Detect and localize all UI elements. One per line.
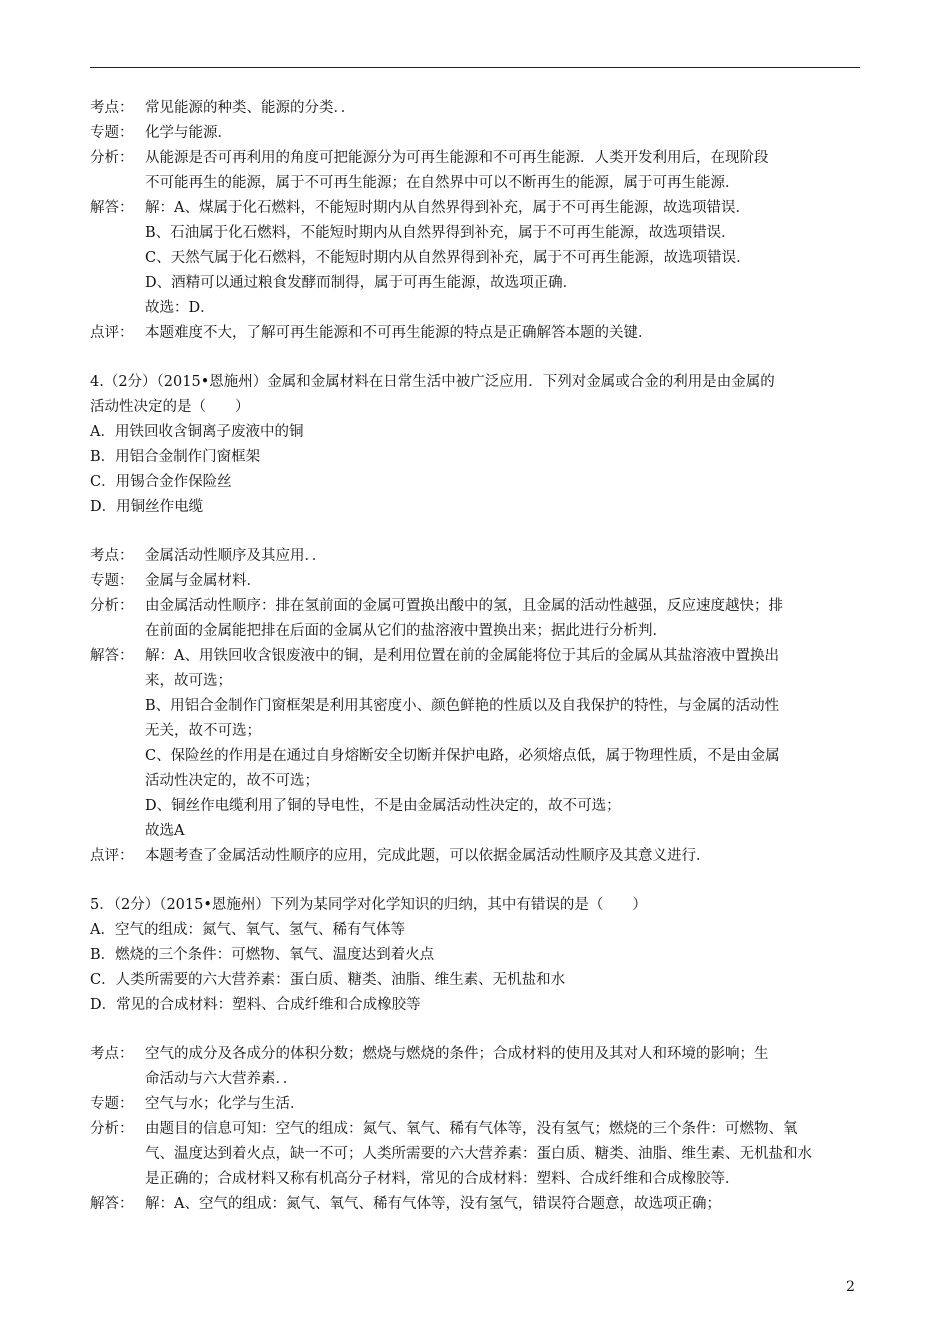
text-line: 金属与金属材料． [145, 573, 261, 589]
text-line: 故选：D． [145, 300, 215, 316]
option-b: B．燃烧的三个条件：可燃物、氧气、温度达到着火点 [90, 947, 435, 963]
q3-dianping [90, 321, 860, 346]
question-stem: 5．（2分）（2015•恩施州）下列为某同学对化学知识的归纳，其中有错误的是（ ） [90, 897, 647, 913]
q3-fenxi [90, 146, 860, 196]
q4-fenxi [90, 594, 860, 644]
q5-fenxi [90, 1117, 860, 1192]
section-label: 解答： [90, 648, 134, 664]
section-label: 专题： [90, 125, 134, 141]
option-c: C．人类所需要的六大营养素：蛋白质、糖类、油脂、维生素、无机盐和水 [90, 972, 566, 988]
text-line: 化学与能源． [145, 125, 232, 141]
section-label: 点评： [90, 325, 134, 341]
q3-jieda [90, 196, 860, 321]
text-line: 气、温度达到着火点，缺一不可；人类所需要的六大营养素：蛋白质、糖类、油脂、维生素、无机盐和水 [145, 1146, 812, 1162]
text-line: 由题目的信息可知：空气的组成：氮气、氧气、稀有气体等，没有氢气；燃烧的三个条件：可燃物、氧 [145, 1121, 798, 1137]
section-label: 解答： [90, 200, 134, 216]
section-label: 考点： [90, 1046, 134, 1062]
text-line: 空气与水；化学与生活． [145, 1096, 305, 1112]
section-label: 专题： [90, 1096, 134, 1112]
page-number: 2 [846, 1279, 855, 1295]
section-label: 考点： [90, 548, 134, 564]
text-line: 解：A、煤属于化石燃料，不能短时期内从自然界得到补充，属于不可再生能源，故选项错误． [145, 200, 750, 216]
section-label: 考点： [90, 100, 134, 116]
text-line: 故选A [145, 823, 185, 839]
text-line: 由金属活动性顺序：排在氢前面的金属可置换出酸中的氢，且金属的活动性越强，反应速度越快；排 [145, 598, 783, 614]
option-d: D．常见的合成材料：塑料、合成纤维和合成橡胶等 [90, 997, 421, 1013]
q3-kaodian [90, 96, 860, 121]
option-d: D．用铜丝作电缆 [90, 499, 204, 515]
text-line: 金属活动性顺序及其应用．． [145, 548, 327, 564]
q4-dianping [90, 844, 860, 869]
q3-zhuanti [90, 121, 860, 146]
q4-kaodian [90, 544, 860, 569]
section-label: 解答： [90, 1196, 134, 1212]
text-line: 在前面的金属能把排在后面的金属从它们的盐溶液中置换出来；据此进行分析判． [145, 623, 667, 639]
text-line: B、用铝合金制作门窗框架是利用其密度小、颜色鲜艳的性质以及自我保护的特性，与金属的活动性 [145, 698, 780, 714]
section-label: 分析： [90, 598, 134, 614]
text-line: 从能源是否可再利用的角度可把能源分为可再生能源和不可再生能源．人类开发利用后，在现阶段 [145, 150, 769, 166]
text-line: B、石油属于化石燃料，不能短时期内从自然界得到补充，属于不可再生能源，故选项错误． [145, 225, 736, 241]
q5-zhuanti [90, 1092, 860, 1117]
option-a: A．空气的组成：氮气、氧气、氢气、稀有气体等 [90, 922, 405, 938]
text-line: C、保险丝的作用是在通过自身熔断安全切断并保护电路，必须熔点低，属于物理性质，不是由金属 [145, 748, 780, 764]
text-line: D、酒精可以通过粮食发酵而制得，属于可再生能源，故选项正确． [145, 275, 578, 291]
q4-jieda [90, 644, 860, 844]
section-label: 专题： [90, 573, 134, 589]
option-a: A．用铁回收含铜离子废液中的铜 [90, 424, 304, 440]
text-line: 本题难度不大，了解可再生能源和不可再生能源的特点是正确解答本题的关键． [145, 325, 653, 341]
q4-zhuanti [90, 569, 860, 594]
text-line: 本题考查了金属活动性顺序的应用，完成此题，可以依据金属活动性顺序及其意义进行． [145, 848, 711, 864]
text-line: 来，故可选； [145, 673, 232, 689]
text-line: 是正确的；合成材料又称有机高分子材料，常见的合成材料：塑料、合成纤维和合成橡胶等． [145, 1171, 740, 1187]
section-label: 分析： [90, 1121, 134, 1137]
text-line: 常见能源的种类、能源的分类．． [145, 100, 356, 116]
q5-jieda [90, 1192, 860, 1217]
text-line: 活动性决定的，故不可选； [145, 773, 319, 789]
page-content [90, 96, 860, 1217]
option-c: C．用锡合金作保险丝 [90, 474, 232, 490]
text-line: 解：A、空气的组成：氮气、氧气、稀有气体等，没有氢气，错误符合题意，故选项正确； [145, 1196, 721, 1212]
option-b: B．用铝合金制作门窗框架 [90, 449, 261, 465]
text-line: D、铜丝作电缆利用了铜的导电性，不是由金属活动性决定的，故不可选； [145, 798, 621, 814]
text-line: 空气的成分及各成分的体积分数；燃烧与燃烧的条件；合成材料的使用及其对人和环境的影响；生 [145, 1046, 769, 1062]
text-line: 解：A、用铁回收含银废液中的铜，是利用位置在前的金属能将位于其后的金属从其盐溶液中置换出 [145, 648, 779, 664]
question-stem: 4.（2分）（2015•恩施州）金属和金属材料在日常生活中被广泛应用．下列对金属或合金的利用是由金属的 [90, 374, 775, 390]
text-line: 不可能再生的能源，属于不可再生能源；在自然界中可以不断再生的能源，属于可再生能源． [145, 175, 740, 191]
text-line: 无关，故不可选； [145, 723, 261, 739]
section-label: 分析： [90, 150, 134, 166]
header-rule [90, 67, 860, 68]
q5-kaodian [90, 1042, 860, 1092]
section-label: 点评： [90, 848, 134, 864]
text-line: C、天然气属于化石燃料，不能短时期内从自然界得到补充，属于不可再生能源，故选项错误． [145, 250, 751, 266]
text-line: 命活动与六大营养素．． [145, 1071, 298, 1087]
question-stem: 活动性决定的是（ ） [90, 399, 250, 415]
